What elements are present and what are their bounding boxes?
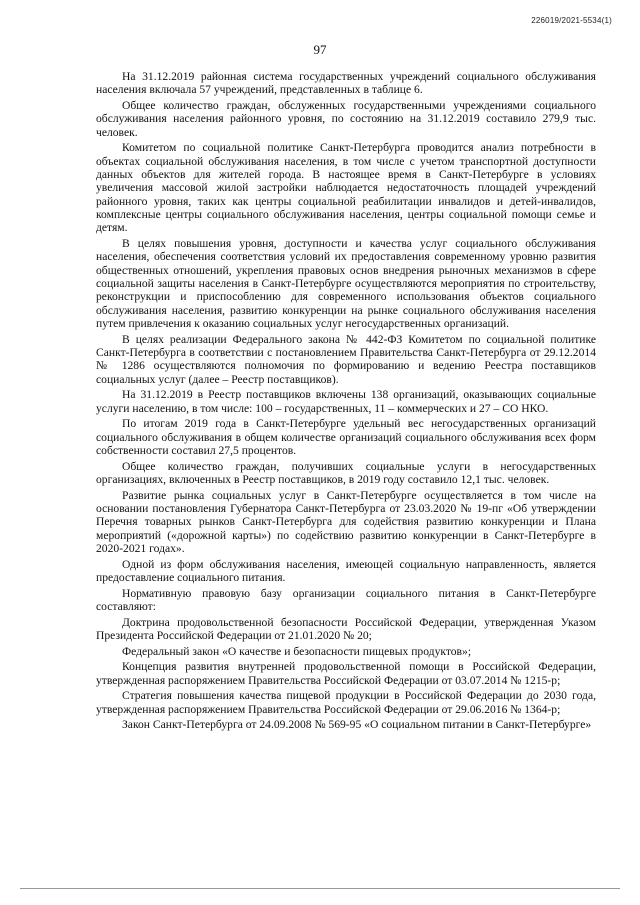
paragraph: Доктрина продовольственной безопасности Российской Федерации, утвержденная Указом Президента Российской Федерации от 21.01.2020 № 20; <box>96 615 596 643</box>
document-body <box>96 70 596 734</box>
paragraph: Общее количество граждан, получивших социальные услуги в негосударственных организациях, включенных в Реестр поставщиков, в 2019 году составило 12,1 тыс. человек. <box>96 459 596 487</box>
page-bottom-edge <box>20 888 620 889</box>
paragraph: В целях повышения уровня, доступности и качества услуг социального обслуживания населения, обеспечения соответствия условий их предоставления современному уровню развития общественных отношений, укрепления правовых основ внедрения рыночных механизмов в сфере социальной защиты населения в Санкт-Петербурге осуществляются мероприятия по строительству, реконструкции и приспособлению для современного использования объектов социального обслуживания населения, развитию конкуренции на рынке социального обслуживания населения путем привлечения к оказанию социальных услуг негосударственных организаций. <box>96 237 596 331</box>
page-number: 97 <box>313 42 327 57</box>
paragraph: Стратегия повышения качества пищевой продукции в Российской Федерации до 2030 года, утвержденная распоряжением Правительства Российской Федерации от 29.06.2016 № 1364-р; <box>96 689 596 716</box>
paragraph: Общее количество граждан, обслуженных государственными учреждениями социального обслуживания населения районного уровня, по состоянию на 31.12.2019 составило 279,9 тыс. человек. <box>96 98 596 139</box>
paragraph: В целях реализации Федерального закона № 442-ФЗ Комитетом по социальной политике Санкт-Петербурга в соответствии с постановлением Правительства Санкт-Петербурга от 29.12.2014 № 1286 осуществляются полномочия по формированию и ведению Реестра поставщиков социальных услуг (далее – Реестр поставщиков). <box>96 332 596 386</box>
paragraph: Нормативную правовую базу организации социального питания в Санкт-Петербурге составляют: <box>96 586 596 614</box>
paragraph: Комитетом по социальной политике Санкт-Петербурга проводится анализ потребности в объектах социальной обслуживания населения, в том числе с учетом транспортной доступности данных объектов для жителей города. В настоящее время в Санкт-Петербурге в условиях увеличения массовой жилой застройки наблюдается недостаточность площадей учреждений районного уровня, таких как центры социальной реабилитации инвалидов и детей-инвалидов, комплексные центры социального обслуживания населения, центры социальной помощи семье и детям. <box>96 141 596 235</box>
paragraph: Одной из форм обслуживания населения, имеющей социальную направленность, является предоставление социального питания. <box>96 557 596 585</box>
paragraph: На 31.12.2019 в Реестр поставщиков включены 138 организаций, оказывающих социальные услуги населению, в том числе: 100 – государственных, 11 – коммерческих и 27 – СО НКО. <box>96 388 596 415</box>
paragraph: Развитие рынка социальных услуг в Санкт-Петербурге осуществляется в том числе на основании постановления Губернатора Санкт-Петербурга от 23.03.2020 № 19-пг «Об утверждении Перечня товарных рынков Санкт-Петербурга для содействия развитию конкуренции и Плана мероприятий («дорожной карты») по содействию развитию конкуренции в Санкт-Петербурге в 2020-2021 годах». <box>96 488 596 556</box>
paragraph: Федеральный закон «О качестве и безопасности пищевых продуктов»; <box>122 644 472 658</box>
document-id: 226019/2021-5534(1) <box>531 16 612 25</box>
paragraph: Концепция развития внутренней продовольственной помощи в Российской Федерации, утвержденная распоряжением Правительства Российской Федерации от 03.07.2014 № 1215-р; <box>96 660 596 687</box>
paragraph: На 31.12.2019 районная система государственных учреждений социального обслуживания населения включала 57 учреждений, представленных в таблице 6. <box>96 70 596 97</box>
paragraph: По итогам 2019 года в Санкт-Петербурге удельный вес негосударственных организаций социального обслуживания в общем количестве организаций социального обслуживания всех форм собственности составил 27,5 процентов. <box>96 417 596 458</box>
paragraph: Закон Санкт-Петербурга от 24.09.2008 № 569-95 «О социальном питании в Санкт-Петербурге» <box>122 718 592 732</box>
